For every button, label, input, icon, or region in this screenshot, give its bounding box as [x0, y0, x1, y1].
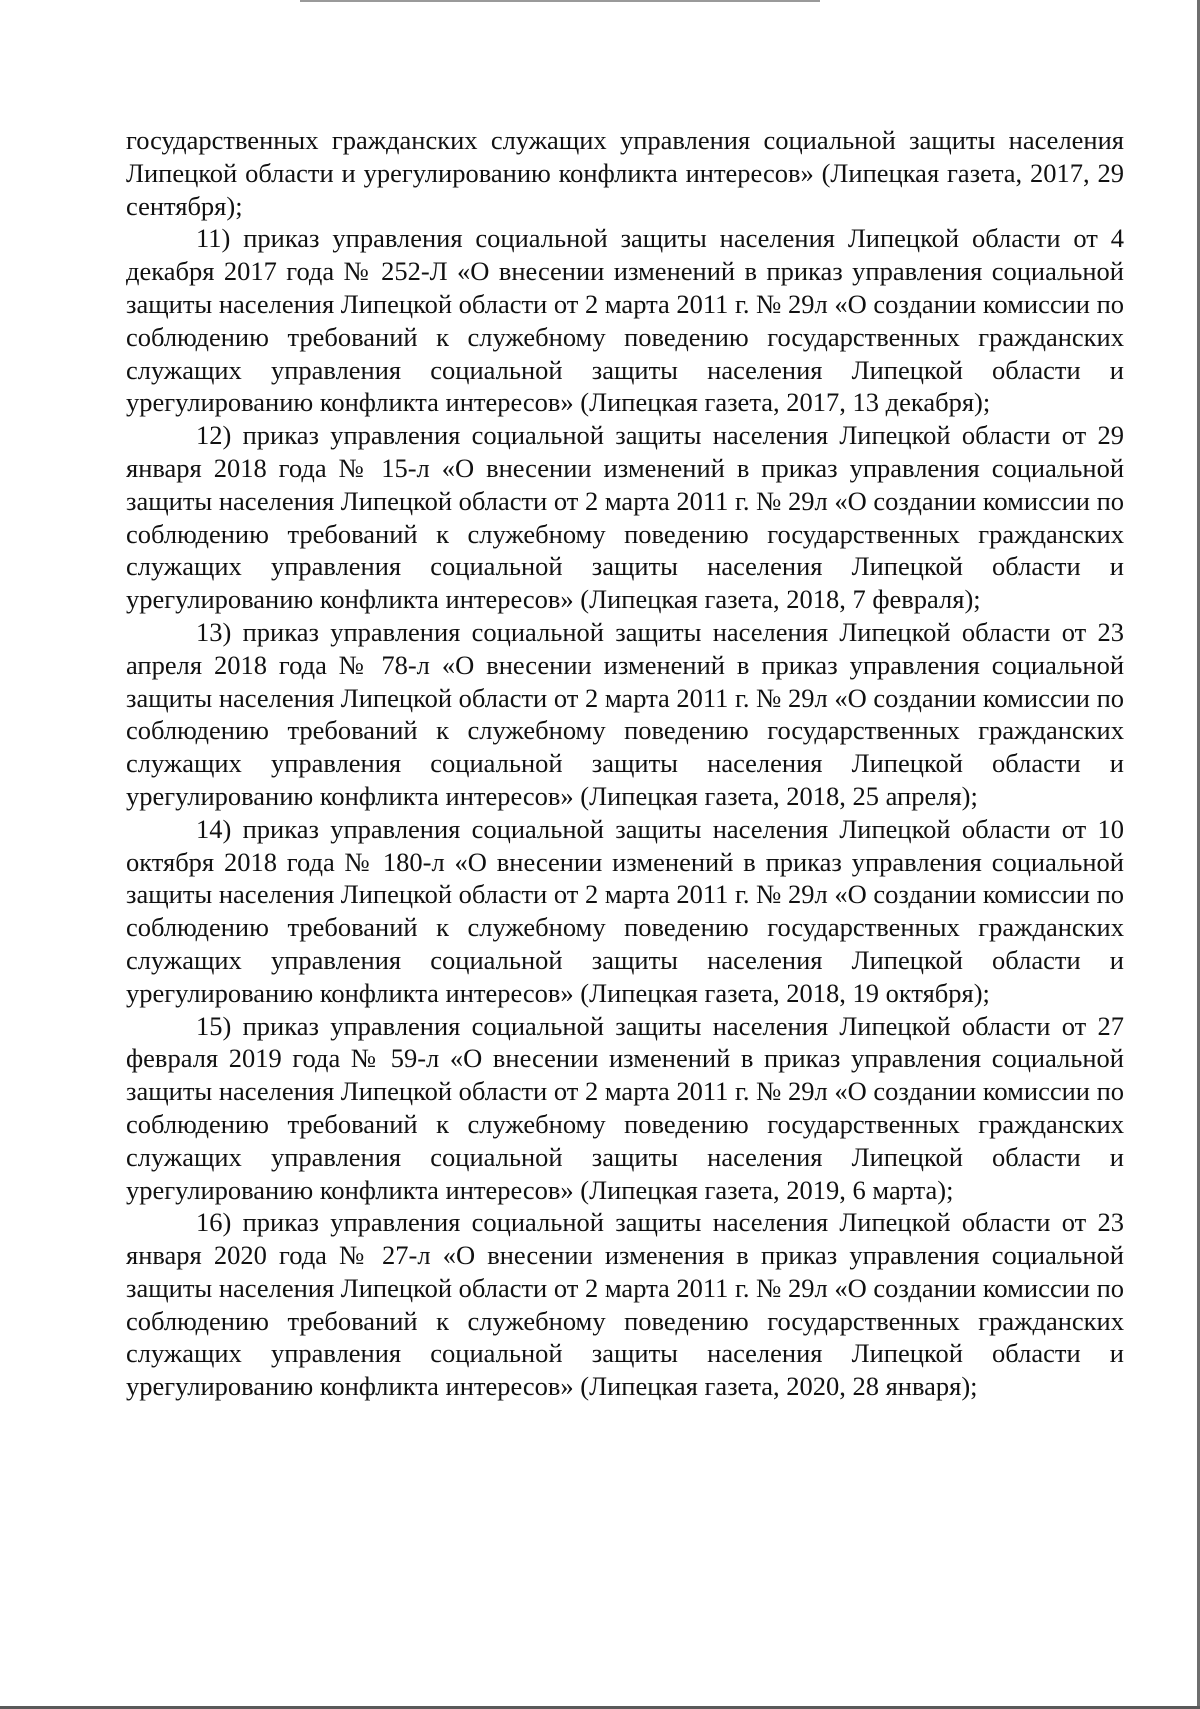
paragraph-item-12: 12) приказ управления социальной защиты населения Липецкой области от 29 января 2018 года № 15-л «О внесении изменений в приказ управления социальной защиты населения Липецкой области от 2 марта 2011 г. № 29л «О создании комиссии по соблюдению требований к служебному поведению государственных гражданских служащих управления социальной защиты населения Липецкой области и урегулированию конфликта интересов» (Липецкая газета, 2018, 7 февраля); [126, 420, 1125, 615]
document-body [126, 124, 1124, 1403]
paragraph-item-10-continuation: государственных гражданских служащих управления социальной защиты населения Липецкой области и урегулированию конфликта интересов» (Липецкая газета, 2017, 29 сентября); [126, 125, 1124, 221]
paragraph-item-13: 13) приказ управления социальной защиты населения Липецкой области от 23 апреля 2018 года № 78-л «О внесении изменений в приказ управления социальной защиты населения Липецкой области от 2 марта 2011 г. № 29л «О создании комиссии по соблюдению требований к служебному поведению государственных гражданских служащих управления социальной защиты населения Липецкой области и урегулированию конфликта интересов» (Липецкая газета, 2018, 25 апреля); [126, 616, 1125, 811]
paragraph-item-14: 14) приказ управления социальной защиты населения Липецкой области от 10 октября 2018 года № 180-л «О внесении изменений в приказ управления социальной защиты населения Липецкой области от 2 марта 2011 г. № 29л «О создании комиссии по соблюдению требований к служебному поведению государственных гражданских служащих управления социальной защиты населения Липецкой области и урегулированию конфликта интересов» (Липецкая газета, 2018, 19 октября); [126, 813, 1125, 1008]
scan-edge-top [300, 0, 820, 2]
paragraph-item-11: 11) приказ управления социальной защиты населения Липецкой области от 4 декабря 2017 года № 252-Л «О внесении изменений в приказ управления социальной защиты населения Липецкой области от 2 марта 2011 г. № 29л «О создании комиссии по соблюдению требований к служебному поведению государственных гражданских служащих управления социальной защиты населения Липецкой области и урегулированию конфликта интересов» (Липецкая газета, 2017, 13 декабря); [126, 223, 1125, 418]
paragraph-item-16: 16) приказ управления социальной защиты населения Липецкой области от 23 января 2020 года № 27-л «О внесении изменения в приказ управления социальной защиты населения Липецкой области от 2 марта 2011 г. № 29л «О создании комиссии по соблюдению требований к служебному поведению государственных гражданских служащих управления социальной защиты населения Липецкой области и урегулированию конфликта интересов» (Липецкая газета, 2020, 28 января); [126, 1207, 1125, 1402]
paragraph-item-15: 15) приказ управления социальной защиты населения Липецкой области от 27 февраля 2019 года № 59-л «О внесении изменений в приказ управления социальной защиты населения Липецкой области от 2 марта 2011 г. № 29л «О создании комиссии по соблюдению требований к служебному поведению государственных гражданских служащих управления социальной защиты населения Липецкой области и урегулированию конфликта интересов» (Липецкая газета, 2019, 6 марта); [126, 1010, 1125, 1205]
